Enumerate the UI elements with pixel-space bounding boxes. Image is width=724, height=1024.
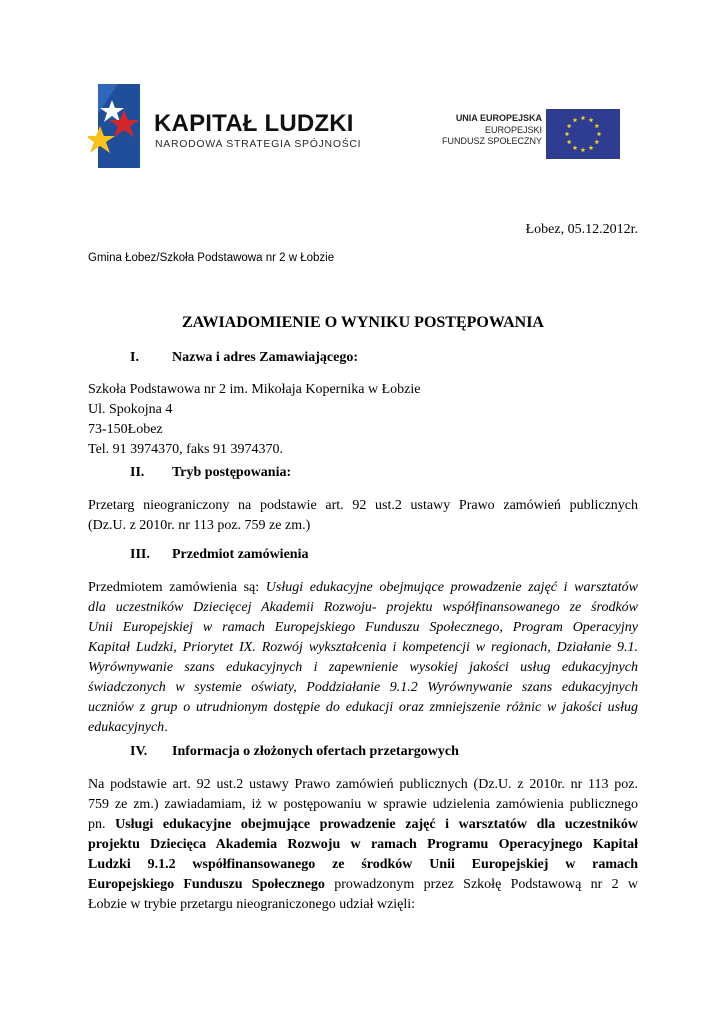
offers-line-6 <box>88 875 638 895</box>
section-3-heading <box>130 547 308 563</box>
subject-line-2: dla uczestników Dziecięcej Akademii Rozwoju- projektu współfinansowanego ze środków <box>88 600 638 615</box>
section-2-heading <box>130 465 291 481</box>
document-header <box>0 0 724 200</box>
section-2-title: Tryb postępowania: <box>172 465 292 480</box>
procedure-line-1: Przetarg nieograniczony na podstawie art. 92 ust.2 ustawy Prawo zamówień publicznych <box>88 498 638 513</box>
subject-line-5: Wyrównywanie szans edukacyjnych i zapewnienie wysokiej jakości usług edukacyjnych <box>88 660 638 675</box>
document-date: Łobez, 05.12.2012r. <box>525 222 638 237</box>
offers-line-7: Łobzie w trybie przetargu nieograniczonego udział wzięli: <box>88 897 416 912</box>
section-1-heading <box>130 350 358 366</box>
address-block <box>88 380 638 460</box>
program-subtitle: NARODOWA STRATEGIA SPÓJNOŚCI <box>155 138 362 150</box>
subject-line-1 <box>88 578 638 598</box>
subject-line-4: Kapitał Ludzki, Priorytet IX. Rozwój wykształcenia i kompetencji w regionach, Działanie 9.1. <box>88 640 638 655</box>
subject-line-3: Unii Europejskiej w ramach Europejskiego Funduszu Społecznego, Program Operacyjny <box>88 620 638 635</box>
offers-line-5: Ludzki 9.1.2 współfinansowanego ze środków Unii Europejskiej w ramach <box>88 857 638 872</box>
subject-intro: Przedmiotem zamówienia są: <box>88 580 266 595</box>
section-1-title: Nazwa i adres Zamawiającego: <box>172 350 358 365</box>
offers-line-2: 759 ze zm.) zawiadamiam, iż w postępowaniu w sprawie udzielenia zamówienia publicznego <box>88 797 638 812</box>
section-4-title: Informacja o złożonych ofertach przetargowych <box>172 744 459 759</box>
address-line-2: Ul. Spokojna 4 <box>88 402 173 417</box>
subject-block <box>88 578 638 738</box>
section-1-number: I. <box>130 350 139 365</box>
program-title: KAPITAŁ LUDZKI <box>154 110 354 137</box>
procedure-block <box>88 496 638 536</box>
subject-line-6: świadczonych w systemie oświaty, Poddziałanie 9.1.2 Wyrównywanie szans edukacyjnych <box>88 680 638 695</box>
address-line-3: 73-150Łobez <box>88 422 163 437</box>
eu-flag-icon <box>546 109 620 159</box>
subject-line-8 <box>88 718 638 738</box>
subject-line-7: uczniów z grup o utrudnionym dostępie do edukacji oraz zmniejszenie różnic w jakości usług <box>88 700 638 715</box>
eu-line-2: EUROPEJSKI <box>484 124 542 135</box>
subject-text-8: edukacyjnych <box>88 720 165 735</box>
section-3-title: Przedmiot zamówienia <box>172 547 309 562</box>
offers-text-6b: prowadzonym przez Szkołę Podstawową nr 2 w <box>324 877 638 892</box>
offers-text-3b: Usługi edukacyjne obejmujące prowadzenie zajęć i warsztatów dla uczestników <box>115 817 639 832</box>
offers-text-6a: Europejskiego Funduszu Społecznego <box>88 877 325 892</box>
organization-line: Gmina Łobez/Szkoła Podstawowa nr 2 w Łobzie <box>88 252 335 264</box>
eu-label <box>442 113 542 148</box>
address-line-1: Szkoła Podstawowa nr 2 im. Mikołaja Kopernika w Łobzie <box>88 382 421 397</box>
eu-line-3: FUNDUSZ SPOŁECZNY <box>441 136 542 146</box>
kapital-ludzki-logo <box>88 84 140 168</box>
document-title: ZAWIADOMIENIE O WYNIKU POSTĘPOWANIA <box>182 314 544 331</box>
section-2-number: II. <box>130 465 145 480</box>
eu-line-1: UNIA EUROPEJSKA <box>455 113 542 123</box>
procedure-line-2: (Dz.U. z 2010r. nr 113 poz. 759 ze zm.) <box>88 518 311 533</box>
offers-block <box>88 775 638 915</box>
section-4-number: IV. <box>130 744 148 759</box>
offers-line-1: Na podstawie art. 92 ust.2 ustawy Prawo zamówień publicznych (Dz.U. z 2010r. nr 113 poz. <box>88 777 638 792</box>
section-4-heading <box>130 744 459 760</box>
offers-line-3 <box>88 815 638 835</box>
subject-text-1: Usługi edukacyjne obejmujące prowadzenie zajęć i warsztatów <box>265 580 638 595</box>
offers-text-3a: pn. <box>88 817 116 832</box>
subject-end: . <box>164 720 168 735</box>
offers-line-4: projektu Dziecięca Akademia Rozwoju w ramach Programu Operacyjnego Kapitał <box>88 837 638 852</box>
address-line-4: Tel. 91 3974370, faks 91 3974370. <box>88 442 284 457</box>
section-3-number: III. <box>130 547 150 562</box>
